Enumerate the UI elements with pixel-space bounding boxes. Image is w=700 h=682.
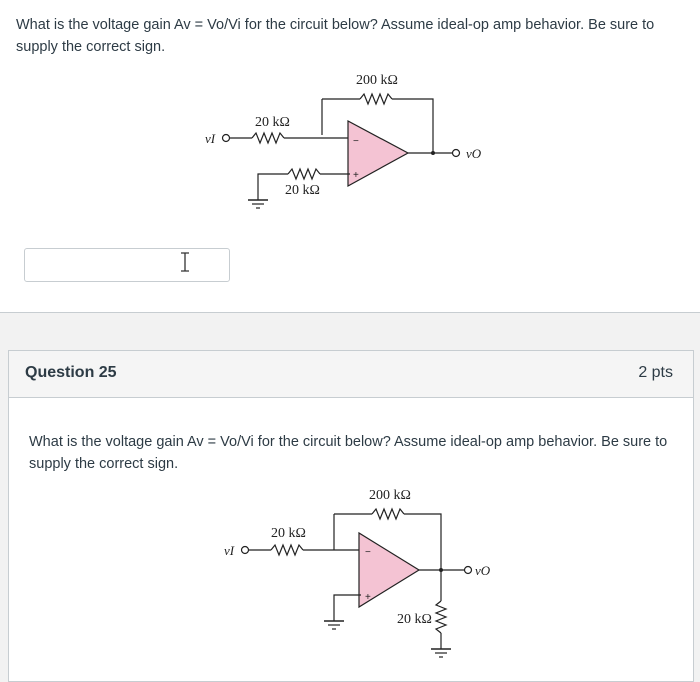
input-terminal <box>242 547 249 554</box>
question-points: 2 pts <box>638 364 673 381</box>
circuit-diagram-2 <box>209 481 509 681</box>
input-voltage-label: vI <box>205 131 216 146</box>
previous-question-body <box>0 0 700 313</box>
text-cursor-icon <box>180 252 190 272</box>
circuit-diagram-1 <box>190 66 490 226</box>
svg-text:−: − <box>353 136 359 147</box>
output-terminal <box>465 567 472 574</box>
input-resistor <box>252 133 284 143</box>
plus-resistor-label: 20 kΩ <box>285 183 320 198</box>
output-voltage-label: vO <box>475 563 491 578</box>
question-header <box>9 351 693 398</box>
load-resistor <box>436 601 446 633</box>
svg-text:−: − <box>365 547 371 558</box>
plus-resistor <box>288 169 320 179</box>
question-title: Question 25 <box>25 364 117 381</box>
svg-text:+: + <box>353 170 359 181</box>
question-text: What is the voltage gain Av = Vo/Vi for the circuit below? Assume ideal-op amp behavior. Be sure to supply the correct sign. <box>16 17 655 55</box>
feedback-resistor-label: 200 kΩ <box>369 488 411 503</box>
answer-input[interactable] <box>24 248 230 282</box>
feedback-resistor <box>360 94 392 104</box>
input-voltage-label: vI <box>224 543 235 558</box>
input-resistor-label: 20 kΩ <box>271 526 306 541</box>
output-terminal <box>453 150 460 157</box>
load-resistor-label: 20 kΩ <box>397 612 432 627</box>
input-terminal <box>223 135 230 142</box>
question-25-card <box>8 350 694 682</box>
feedback-resistor <box>372 509 404 519</box>
feedback-wire-right <box>392 99 433 153</box>
question-text: What is the voltage gain Av = Vo/Vi for the circuit below? Assume ideal-op amp behavior. Be sure to supply the correct sign. <box>29 434 668 472</box>
feedback-resistor-label: 200 kΩ <box>356 73 398 88</box>
input-resistor <box>271 545 303 555</box>
input-resistor-label: 20 kΩ <box>255 115 290 130</box>
output-voltage-label: vO <box>466 146 482 161</box>
svg-text:+: + <box>365 592 371 603</box>
